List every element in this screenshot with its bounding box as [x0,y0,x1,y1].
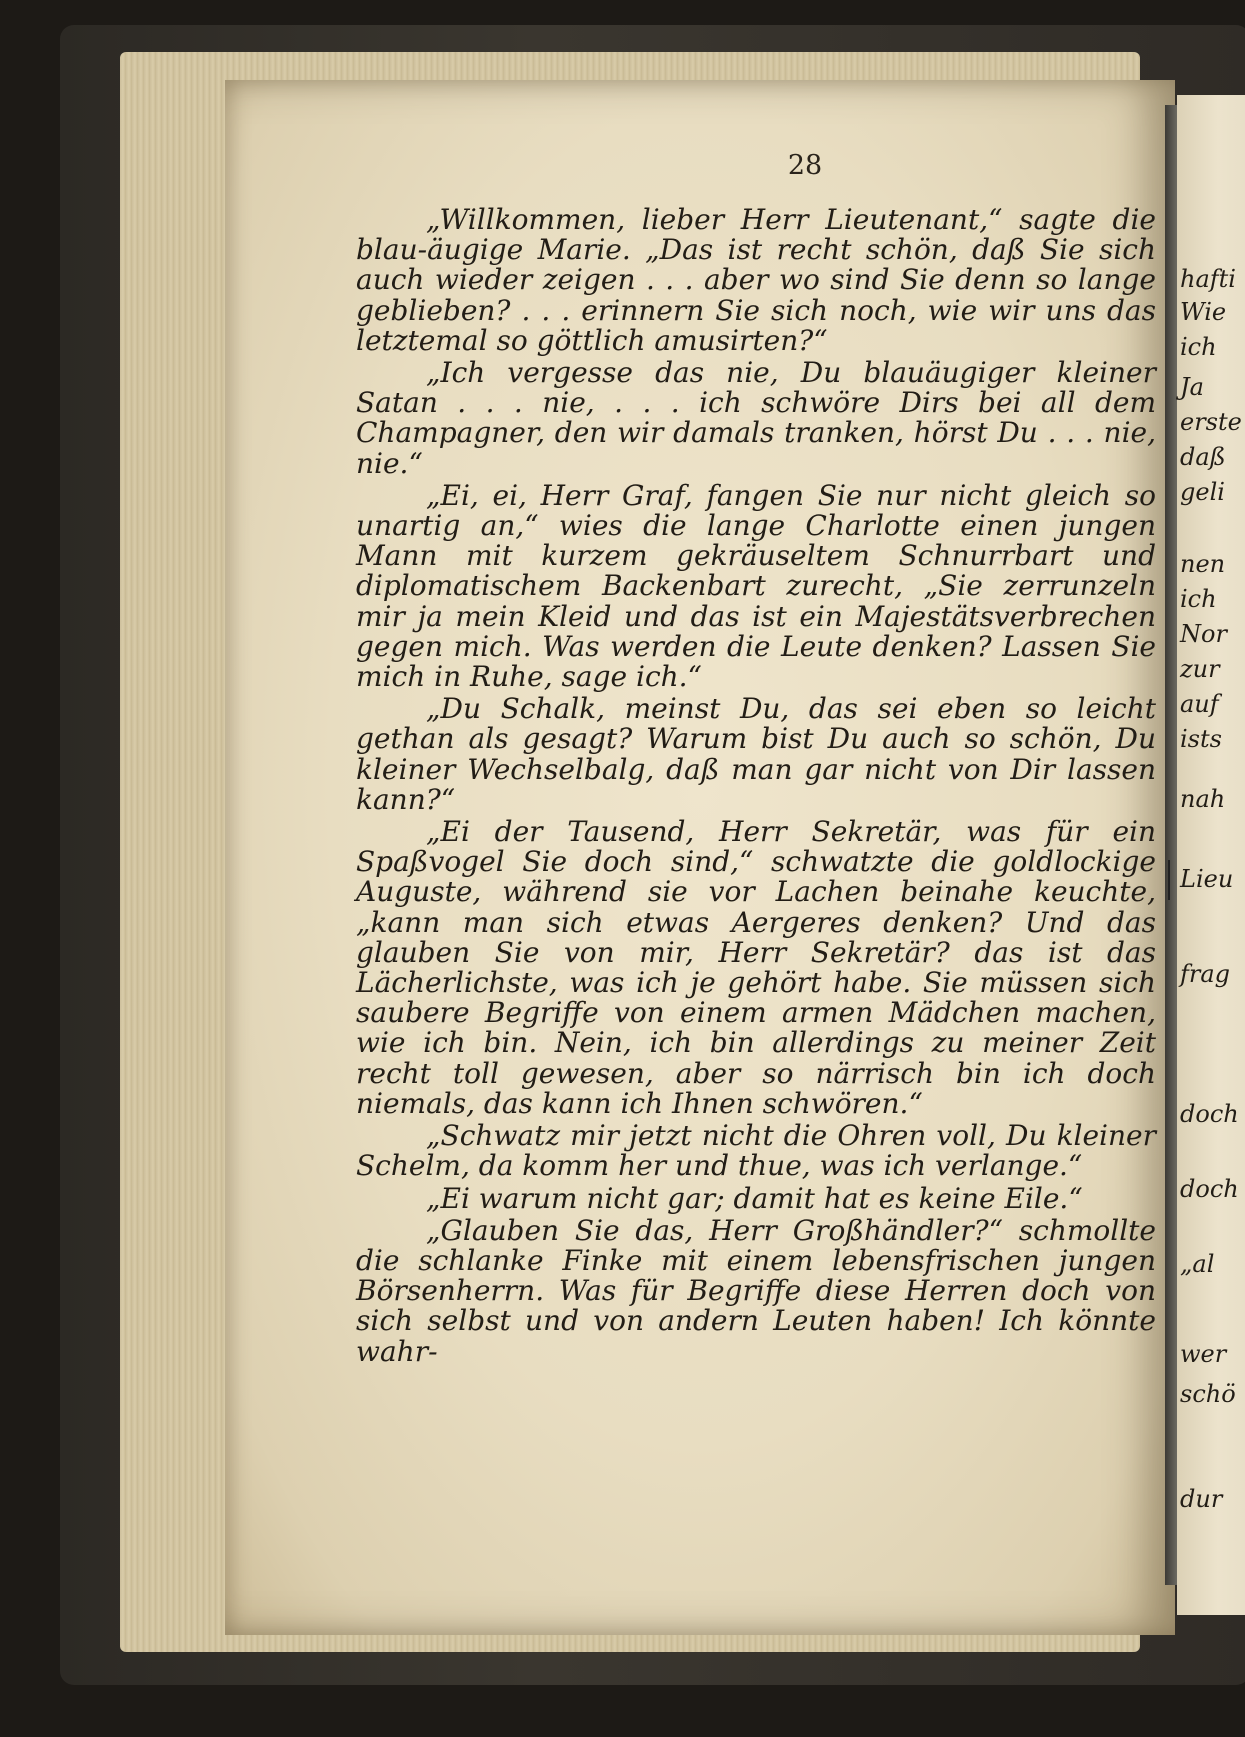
facing-fragment: doch [1180,1100,1239,1128]
paragraph: „Glauben Sie das, Herr Großhändler?“ schmollte die schlanke Finke mit einem lebensfrischen jungen Börsenherrn. Was für Begriffe diese Herren doch von sich selbst und von andern Leuten haben! Ich könnte wahr- [356,1213,1156,1368]
facing-fragment: geli [1180,478,1225,506]
facing-fragment: Nor [1180,620,1227,648]
paragraph: „Ei der Tausend, Herr Sekretär, was für ein Spaßvogel Sie doch sind,“ schwatzte die goldlockige Auguste, während sie vor Lachen beinahe keuchte, „kann man sich etwas Aergeres denken? Und das glauben Sie von mir, Herr Sekretär? das ist das Lächerlichste, was ich je gehört habe. Sie müssen sich saubere Begriffe von einem armen Mädchen machen, wie ich bin. Nein, ich bin allerdings zu meiner Zeit recht toll gewesen, aber so närrisch bin ich doch niemals, das kann ich Ihnen schwören.“ [356,815,1156,1120]
page-number: 28 [787,150,823,181]
page-gutter [1165,105,1177,1585]
facing-fragment: Lieu [1180,865,1234,893]
facing-fragment: daß [1180,443,1226,471]
facing-fragment: Wie [1180,298,1227,326]
facing-fragment: nen [1180,550,1226,578]
facing-fragment: ich [1180,585,1217,613]
facing-fragment: Ja [1180,373,1204,401]
paragraph: „Du Schalk, meinst Du, das sei eben so leicht gethan als gesagt? Warum bist Du auch so schön, Du kleiner Wechselbalg, daß man gar nicht von Dir lassen kann?“ [356,692,1156,816]
facing-fragment: nah [1180,785,1226,813]
facing-fragment: dur [1180,1485,1223,1513]
paragraph: „Ei warum nicht gar; damit hat es keine Eile.“ [426,1181,1083,1215]
facing-fragment: wer [1180,1340,1227,1368]
facing-fragment: frag [1180,960,1231,988]
paragraph: „Willkommen, lieber Herr Lieutenant,“ sagte die blau-äugige Marie. „Das ist recht schön, daß Sie sich auch wieder zeigen . . . aber wo sind Sie denn so lange geblieben? . . . erinnern Sie sich noch, wie wir uns das letztemal so göttlich amusirten?“ [356,203,1156,357]
facing-fragment: ists [1180,725,1222,753]
facing-fragment: auf [1180,690,1219,718]
facing-fragment: doch [1180,1175,1239,1203]
page-body [356,205,1156,1369]
facing-fragment: ich [1180,333,1217,361]
facing-fragment: erste [1180,408,1242,436]
facing-fragment: schö [1180,1380,1236,1408]
paragraph: „Ei, ei, Herr Graf, fangen Sie nur nicht gleich so unartig an,“ wies die lange Charlotte einen jungen Mann mit kurzem gekräuseltem Schnurrbart und diplomatischem Backenbart zurecht, „Sie zerrunzeln mir ja mein Kleid und das ist ein Majestätsverbrechen gegen mich. Was werden die Leute denken? Lassen Sie mich in Ruhe, sage ich.“ [356,478,1156,694]
paragraph: „Ich vergesse das nie, Du blauäugiger kleiner Satan . . . nie, . . . ich schwöre Dirs bei all dem Champagner, den wir damals tranken, hörst Du . . . nie, nie.“ [356,356,1156,480]
paragraph: „Schwatz mir jetzt nicht die Ohren voll, Du kleiner Schelm, da komm her und thue, was ich verlange.“ [356,1119,1156,1183]
facing-fragment: zur [1180,655,1220,683]
margin-mark [1168,860,1170,900]
facing-fragment: „al [1180,1250,1215,1278]
facing-fragment: hafti [1180,265,1236,293]
